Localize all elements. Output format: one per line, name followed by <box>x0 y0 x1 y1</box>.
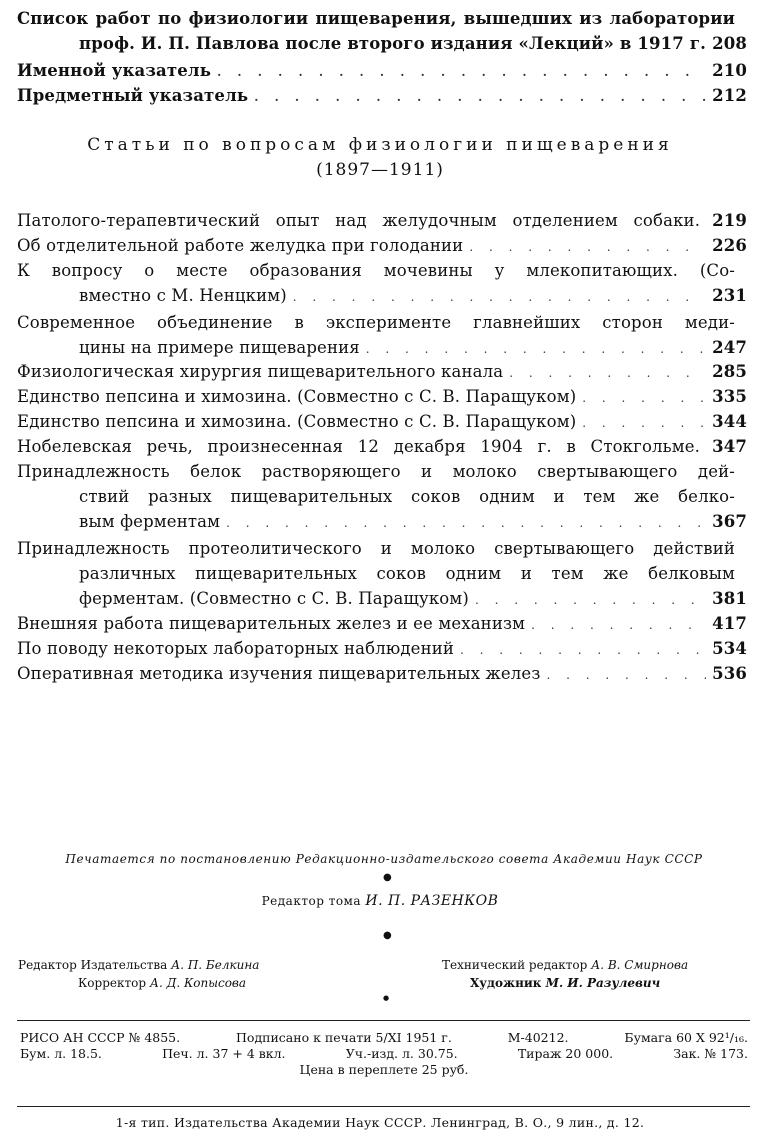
leader-dots <box>531 613 706 638</box>
toc-page-number: 417 <box>712 614 747 633</box>
toc-entry-text: Внешняя работа пищеварительных желез и ее механизм <box>17 614 526 633</box>
publication-row <box>20 1062 748 1078</box>
toc-entry-text: цины на примере пищеварения <box>79 338 360 357</box>
toc-entry-text: К вопросу о месте образования мочевины у млекопитающих. (Со- <box>17 261 735 280</box>
toc-page-number: 381 <box>712 589 747 608</box>
leader-dots <box>254 85 706 110</box>
leader-dots <box>460 638 706 663</box>
toc-entry-article <box>17 310 747 360</box>
toc-line <box>17 561 747 586</box>
toc-entry-text: ствий разных пищеварительных соков одним и тем же белко- <box>79 487 735 506</box>
toc-page-number: 219 <box>712 211 747 230</box>
artist-label: Художник <box>470 976 542 990</box>
paper-sheets: Бум. л. 18.5. <box>20 1046 102 1061</box>
toc-entry-text: Именной указатель <box>17 61 212 80</box>
publication-data <box>20 1030 748 1078</box>
toc-page-number: 231 <box>712 286 747 305</box>
riso-number: РИСО АН СССР № 4855. <box>20 1030 181 1045</box>
toc-page-number: 226 <box>712 236 747 255</box>
toc-entry-text: Современное объединение в эксперименте главнейших сторон меди- <box>17 313 735 332</box>
corrector-label: Корректор <box>78 976 147 990</box>
toc-line <box>17 586 747 611</box>
separator-bullet: ● <box>383 872 392 883</box>
toc-line <box>17 384 747 409</box>
toc-entry-article <box>17 359 747 384</box>
toc-line <box>17 661 747 686</box>
corrector-line <box>78 976 246 990</box>
bottom-rule <box>17 1106 750 1107</box>
leader-dots <box>475 588 706 613</box>
printed-by-note: Печатается по постановлению Редакционно-издательского совета Академии Наук СССР <box>65 852 703 866</box>
volume-editor-label: Редактор тома <box>261 894 362 908</box>
toc-entry-article <box>17 208 747 233</box>
toc-page-number: 367 <box>712 512 747 531</box>
toc-entry-text: Физиологическая хирургия пищеварительного канала <box>17 362 504 381</box>
toc-entry-text: Список работ по физиологии пищеварения, вышедших из лаборатории <box>17 9 735 28</box>
tech-editor-label: Технический редактор <box>442 958 588 972</box>
corrector-name: А. Д. Копысова <box>149 976 247 990</box>
toc-line <box>17 31 747 56</box>
toc-line <box>17 233 747 258</box>
price: Цена в переплете 25 руб. <box>299 1062 469 1077</box>
separator-bullet: ● <box>383 930 392 941</box>
toc-entry-article <box>17 661 747 686</box>
toc-page-number: 536 <box>712 664 747 683</box>
toc-entry-text: Принадлежность белок растворяющего и молоко свертывающего дей- <box>17 462 735 481</box>
toc-page-number: 285 <box>712 362 747 381</box>
toc-entry-article <box>17 258 747 308</box>
toc-entry-subject-index <box>17 83 747 108</box>
toc-entry-article <box>17 233 747 258</box>
tech-editor-name: А. В. Смирнова <box>591 958 689 972</box>
toc-line <box>17 636 747 661</box>
toc-line <box>17 58 747 83</box>
toc-entry-article <box>17 611 747 636</box>
toc-line <box>17 434 747 459</box>
artist-name: М. И. Разулевич <box>545 976 661 990</box>
toc-entry-article <box>17 384 747 409</box>
artist-line <box>470 976 660 990</box>
toc-line <box>17 335 747 360</box>
toc-entry-text: ферментам. (Совместно с С. В. Паращуком) <box>79 589 469 608</box>
signed-for-print: Подписано к печати 5/XI 1951 г. <box>236 1030 452 1045</box>
toc-line <box>17 536 747 561</box>
leader-dots <box>469 235 706 260</box>
leader-dots <box>582 411 706 436</box>
toc-entry-text: Предметный указатель <box>17 86 249 105</box>
volume-editor-line <box>0 893 760 909</box>
toc-entry-text: Оперативная методика изучения пищеварительных желез <box>17 664 541 683</box>
toc-entry-article <box>17 459 747 534</box>
toc-line <box>17 509 747 534</box>
toc-line <box>17 484 747 509</box>
toc-line <box>17 258 747 283</box>
toc-entry-text: По поводу некоторых лабораторных наблюдений <box>17 639 455 658</box>
toc-entry-article <box>17 636 747 661</box>
top-rule <box>17 1020 750 1021</box>
separator-bullet: ● <box>383 994 390 1002</box>
toc-line <box>17 310 747 335</box>
toc-entry-bibliography <box>17 6 747 56</box>
toc-entry-text: Об отделительной работе желудка при голодании <box>17 236 464 255</box>
publisher-editor-name: А. П. Белкина <box>171 958 260 972</box>
print-run: Тираж 20 000. <box>517 1046 614 1061</box>
toc-entry-text: вым ферментам <box>79 512 221 531</box>
leader-dots <box>293 285 706 310</box>
publication-row <box>20 1030 748 1046</box>
leader-dots <box>217 60 706 85</box>
toc-line <box>17 611 747 636</box>
toc-page-number: 347 <box>712 437 747 456</box>
toc-page-number: 247 <box>712 338 747 357</box>
tech-editor-line <box>442 958 688 972</box>
print-sheets: Печ. л. 37 + 4 вкл. <box>162 1046 286 1061</box>
section-years: (1897—1911) <box>316 160 444 180</box>
toc-entry-article <box>17 434 747 459</box>
toc-entry-text: проф. И. П. Павлова после второго издания «Лекций» в 1917 г. <box>79 34 706 53</box>
paper-format: Бумага 60 X 92¹/₁₆. <box>624 1030 748 1045</box>
toc-line <box>17 6 747 31</box>
publisher-editor-label: Редактор Издательства <box>18 958 168 972</box>
toc-page-number: 335 <box>712 387 747 406</box>
toc-line <box>17 283 747 308</box>
leader-dots <box>226 511 706 536</box>
toc-entry-text: Единство пепсина и химозина. (Совместно с С. В. Паращуком) <box>17 387 577 406</box>
toc-entry-article <box>17 536 747 611</box>
section-title: Статьи по вопросам физиологии пищеварения <box>87 135 673 155</box>
toc-entry-text: Единство пепсина и химозина. (Совместно с С. В. Паращуком) <box>17 412 577 431</box>
toc-page-number: 212 <box>712 86 747 105</box>
publishing-sheets: Уч.-изд. л. 30.75. <box>345 1046 458 1061</box>
publisher-editor-line <box>18 958 259 972</box>
publication-row <box>20 1046 748 1062</box>
toc-page-number: 208 <box>712 34 747 53</box>
leader-dots <box>547 663 707 688</box>
order-number: Зак. № 173. <box>673 1046 748 1061</box>
toc-line <box>17 409 747 434</box>
toc-page-number: 344 <box>712 412 747 431</box>
toc-entry-article <box>17 409 747 434</box>
toc-entry-text: Патолого-терапевтический опыт над желудочным отделением собаки. <box>17 211 701 230</box>
volume-editor-name: И. П. РАЗЕНКОВ <box>365 893 499 909</box>
printer-line: 1-я тип. Издательства Академии Наук СССР. Ленинград, В. О., 9 лин., д. 12. <box>115 1115 645 1130</box>
toc-page-number: 210 <box>712 61 747 80</box>
code-number: М-40212. <box>507 1030 569 1045</box>
leader-dots <box>509 361 706 386</box>
toc-entry-name-index <box>17 58 747 83</box>
leader-dots <box>582 386 706 411</box>
toc-entry-text: вместно с М. Ненцким) <box>79 286 287 305</box>
toc-entry-text: Нобелевская речь, произнесенная 12 декабря 1904 г. в Стокгольме. <box>17 437 701 456</box>
toc-entry-text: различных пищеварительных соков одним и тем же белковым <box>79 564 735 583</box>
toc-line <box>17 83 747 108</box>
toc-page-number: 534 <box>712 639 747 658</box>
toc-entry-text: Принадлежность протеолитического и молоко свертывающего действий <box>17 539 735 558</box>
toc-line <box>17 208 747 233</box>
toc-line <box>17 359 747 384</box>
toc-line <box>17 459 747 484</box>
